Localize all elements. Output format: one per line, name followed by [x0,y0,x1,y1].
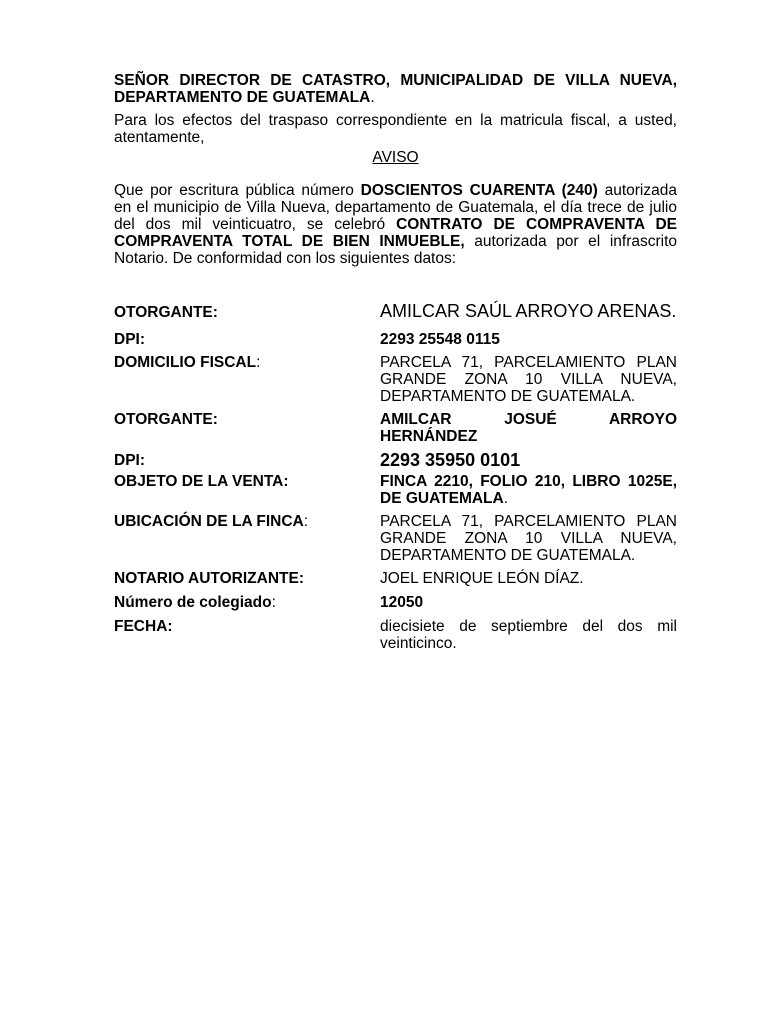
row-value: JOEL ENRIQUE LEÓN DÍAZ. [380,569,584,587]
document-page [114,72,677,652]
row-value: PARCELA 71, PARCELAMIENTO PLAN GRANDE ZONA 10 VILLA NUEVA, DEPARTAMENTO DE GUATEMALA. [380,353,677,405]
aviso-text-3: autorizada por el infrascrito Notario. De conformidad con los siguientes datos: [114,232,678,267]
row-label-text: DOMICILIO FISCAL [114,353,257,371]
row-label: DPI: [114,330,145,348]
row-otorgante-1 [114,301,677,323]
row-domicilio [114,354,677,405]
addressee-period: . [370,89,375,106]
row-value: PARCELA 71, PARCELAMIENTO PLAN GRANDE ZONA 10 VILLA NUEVA, DEPARTAMENTO DE GUATEMALA. [380,512,677,564]
aviso-text-1: Que por escritura pública número [114,181,361,199]
row-ubicacion [114,513,677,564]
aviso-text-2: autorizada en el municipio de Villa Nueva, departamento de Guatemala, el día trece de julio del dos mil veinticuatro, se celebró [114,181,677,233]
row-fecha [114,618,677,652]
aviso-paragraph [114,182,677,267]
row-notario [114,570,677,587]
row-value: AMILCAR JOSUÉ ARROYO HERNÁNDEZ [380,410,677,445]
row-value: 2293 25548 0115 [380,330,500,348]
row-label-colon: : [303,512,309,530]
row-label-text: Número de colegiado [114,593,272,611]
row-otorgante-2 [114,411,677,445]
row-value: 2293 35950 0101 [380,449,521,470]
row-label: OTORGANTE: [114,410,218,428]
row-value: 12050 [380,593,424,611]
row-label [114,594,380,611]
aviso-title-text: AVISO [372,149,419,166]
addressee-heading [114,72,677,106]
row-label: OTORGANTE: [114,303,218,321]
row-label: NOTARIO AUTORIZANTE: [114,569,305,587]
row-label: OBJETO DE LA VENTA: [114,472,289,490]
row-label-colon: : [256,353,261,371]
row-colegiado [114,594,677,611]
row-label-text: UBICACIÓN DE LA FINCA [114,512,304,530]
data-table [114,301,677,652]
row-value [380,473,677,507]
row-value: diecisiete de septiembre del dos mil veinticinco. [380,617,677,652]
aviso-title [114,149,677,166]
row-label [114,354,380,371]
row-label: FECHA: [114,617,173,635]
row-value-text: FINCA 2210, FOLIO 210, LIBRO 1025E, DE GUATEMALA [380,472,677,507]
row-objeto [114,473,677,507]
deed-number: DOSCIENTOS CUARENTA (240) [360,181,598,199]
row-value-period: . [503,489,509,507]
row-dpi-2 [114,450,677,471]
addressee-text: SEÑOR DIRECTOR DE CATASTRO, MUNICIPALIDAD DE VILLA NUEVA, DEPARTAMENTO DE GUATEMALA [114,72,677,106]
row-label [114,513,380,530]
row-dpi-1 [114,331,677,348]
row-label-colon: : [271,593,276,611]
intro-paragraph: Para los efectos del traspaso correspondiente en la matricula fiscal, a usted, atentamente, [114,112,677,146]
row-value: AMILCAR SAÚL ARROYO ARENAS. [380,300,677,321]
row-label: DPI: [114,451,145,469]
contract-type: CONTRATO DE COMPRAVENTA DE COMPRAVENTA TOTAL DE BIEN INMUEBLE, [114,215,678,250]
